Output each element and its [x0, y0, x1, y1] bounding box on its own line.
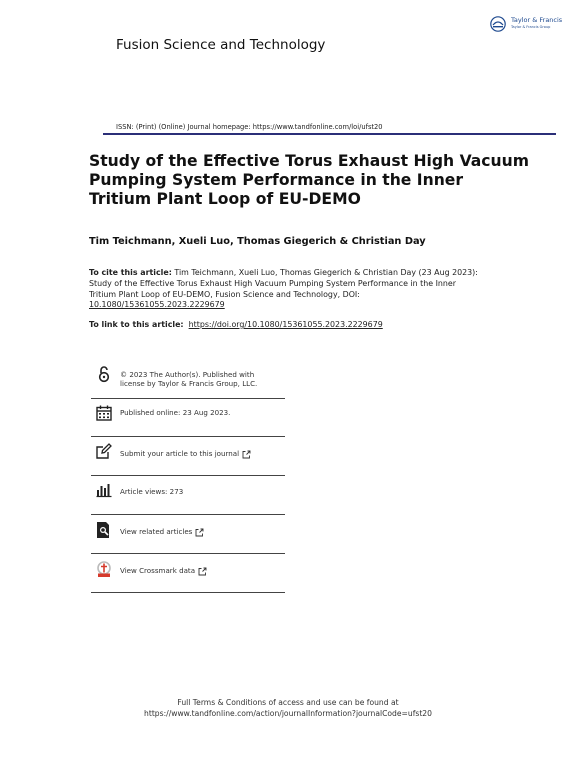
footer: [0, 697, 576, 719]
license-item: [91, 364, 285, 394]
divider: [91, 398, 285, 399]
external-link-icon: [195, 528, 204, 537]
crossmark-link[interactable]: [120, 566, 207, 576]
footer-url[interactable]: https://www.tandfonline.com/action/journalInformation?journalCode=ufst20: [144, 709, 432, 718]
external-link-icon: [198, 567, 207, 576]
footer-terms: Full Terms & Conditions of access and use can be found at: [177, 698, 399, 707]
open-access-icon: [95, 365, 113, 383]
issn-label: ISSN: (Print) (Online) Journal homepage:: [116, 123, 253, 131]
divider: [91, 514, 285, 515]
published-text: Published online: 23 Aug 2023.: [120, 408, 231, 417]
submit-article-link[interactable]: [120, 449, 251, 459]
logo-group: Taylor & Francis Group: [511, 25, 551, 29]
citation-block: [89, 268, 479, 311]
logo-name: Taylor & Francis: [511, 16, 563, 24]
related-articles-item[interactable]: [91, 521, 285, 543]
published-item: [91, 404, 285, 426]
divider: [91, 553, 285, 554]
divider: [91, 592, 285, 593]
crossmark-item[interactable]: [91, 560, 285, 582]
divider: [91, 475, 285, 476]
submit-article-label: Submit your article to this journal: [120, 449, 240, 458]
citation-text: Tim Teichmann, Xueli Luo, Thomas Giegerich & Christian Day (23 Aug 2023): Study of the Effective Torus Exhaust High Vacuum Pumping System Performance in the Inner Tritium Plant Loop of EU-DEMO, Fusion Science and Technology, DOI:: [89, 268, 478, 299]
taylor-francis-logo-icon: [490, 16, 506, 32]
external-link-icon: [242, 450, 251, 459]
bar-chart-icon: [95, 481, 113, 499]
article-authors: Tim Teichmann, Xueli Luo, Thomas Giegerich & Christian Day: [89, 236, 426, 247]
publisher-logo[interactable]: [490, 15, 563, 35]
journal-homepage-link[interactable]: https://www.tandfonline.com/loi/ufst20: [252, 123, 383, 131]
related-articles-link[interactable]: [120, 527, 204, 537]
article-views-item: [91, 481, 285, 503]
header-rule: [103, 133, 556, 135]
calendar-icon: [95, 404, 113, 422]
article-title: Study of the Effective Torus Exhaust High Vacuum Pumping System Performance in the Inner Tritium Plant Loop of EU-DEMO: [89, 152, 530, 208]
link-label: To link to this article:: [89, 320, 184, 329]
submit-article-item[interactable]: [91, 442, 285, 464]
article-views-text: Article views: 273: [120, 487, 184, 496]
related-articles-label: View related articles: [120, 527, 193, 536]
license-text: © 2023 The Author(s). Published with license by Taylor & Francis Group, LLC.: [120, 370, 258, 389]
edit-icon: [95, 442, 113, 460]
crossmark-icon: [95, 561, 113, 579]
search-document-icon: [95, 521, 113, 539]
crossmark-label: View Crossmark data: [120, 566, 196, 575]
doi-link[interactable]: 10.1080/15361055.2023.2229679: [89, 300, 225, 310]
divider: [91, 436, 285, 437]
issn-line: [116, 123, 383, 131]
article-url-link[interactable]: https://doi.org/10.1080/15361055.2023.2229679: [188, 320, 383, 329]
article-link-line: [89, 320, 383, 329]
citation-label: To cite this article:: [89, 268, 172, 277]
journal-title: Fusion Science and Technology: [116, 37, 326, 53]
